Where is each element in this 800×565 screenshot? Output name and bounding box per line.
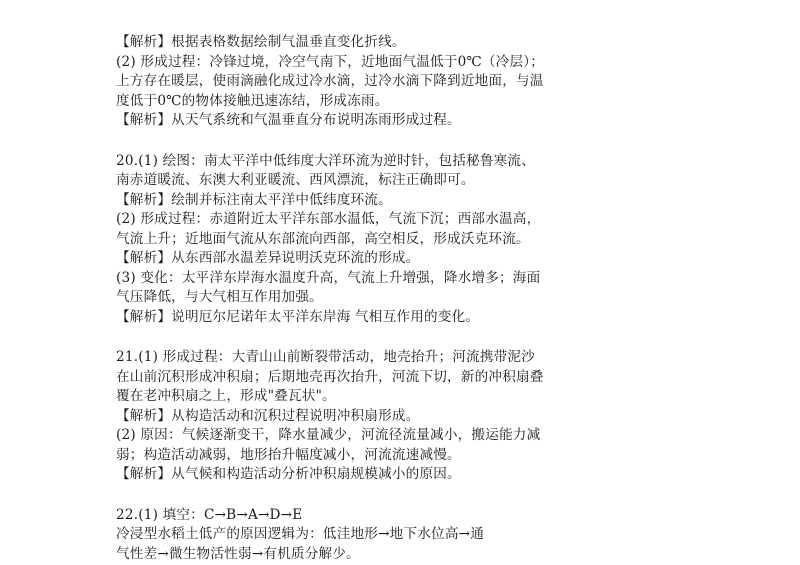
text-line: 【解析】从天气系统和气温垂直分布说明冻雨形成过程。 bbox=[116, 112, 461, 128]
paragraph-gap bbox=[116, 131, 695, 152]
text-line: 【解析】从构造活动和沉积过程说明冲积扇形成。 bbox=[116, 407, 420, 424]
text-line: 覆在老冲积扇之上，形成"叠瓦状"。 bbox=[116, 388, 336, 404]
text-line: (2) 原因：气候逐渐变干，降水量减少，河流径流量减小，搬运能力减 bbox=[116, 427, 541, 443]
text-line: 20.(1) 绘图：南太平洋中低纬度大洋环流为逆时针，包括秘鲁寒流、 bbox=[116, 152, 536, 169]
text-line: 气流上升；近地面气流从东部流向西部，高空相反，形成沃克环流。 bbox=[116, 230, 530, 247]
text-line: 气压降低，与大气相互作用加强。 bbox=[116, 289, 323, 305]
text-line: 弱；构造活动减弱，地形抬升幅度减小，河流流速减慢。 bbox=[116, 446, 461, 463]
text-line: 度低于0℃的物体接触迅速冻结，形成冻雨。 bbox=[116, 92, 389, 109]
text-line: 【解析】说明厄尔尼诺年太平洋东岸海 气相互作用的变化。 bbox=[116, 308, 480, 325]
text-line: 【解析】绘制并标注南太平洋中低纬度环流。 bbox=[116, 191, 392, 208]
text-line: 【解析】从东西部水温差异说明沃克环流的形成。 bbox=[116, 250, 420, 266]
text-line: 冷浸型水稻土低产的原因逻辑为：低洼地形→地下水位高→通 bbox=[116, 526, 485, 542]
text-line: (2) 形成过程：冷锋过境，冷空气南下，近地面气温低于0℃（冷层）； bbox=[116, 53, 545, 70]
text-line: (3) 变化：太平洋东岸海水温度升高，气流上升增强，降水增多；海面 bbox=[116, 269, 541, 286]
text-line: 气性差→微生物活性弱→有机质分解少。 bbox=[116, 545, 360, 562]
text-line: 在山前沉积形成冲积扇；后期地壳再次抬升，河流下切，新的冲积扇叠 bbox=[116, 368, 544, 385]
text-line: 南赤道暖流、东澳大利亚暖流、西风漂流，标注正确即可。 bbox=[116, 172, 475, 188]
text-line: (2) 形成过程：赤道附近太平洋东部水温低，气流下沉；西部水温高， bbox=[116, 211, 541, 227]
paragraph-gap bbox=[116, 485, 695, 506]
text-line: 21.(1) 形成过程：大青山山前断裂带活动，地壳抬升；河流携带泥沙 bbox=[116, 349, 536, 365]
text-line: 【解析】从气候和构造活动分析冲积扇规模减小的原因。 bbox=[116, 466, 461, 482]
text-line: 22.(1) 填空：C→B→A→D→E bbox=[116, 506, 303, 523]
text-line: 【解析】根据表格数据绘制气温垂直变化折线。 bbox=[116, 34, 406, 50]
paragraph-gap bbox=[116, 327, 695, 348]
text-line: 上方存在暖层，使雨滴融化成过冷水滴，过冷水滴下降到近地面，与温 bbox=[116, 73, 544, 89]
